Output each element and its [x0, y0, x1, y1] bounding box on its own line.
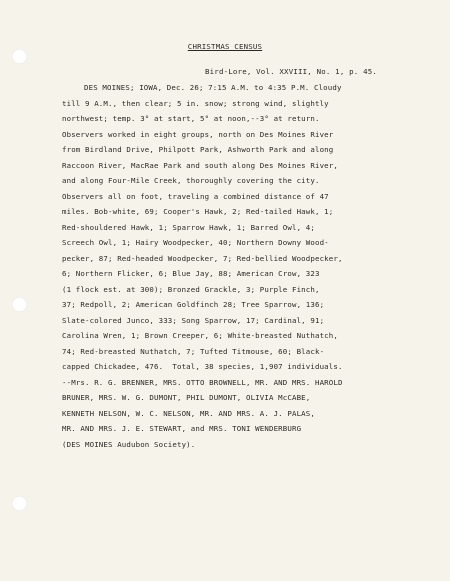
text-line: --Mrs. R. G. BRENNER, MRS. OTTO BROWNELL, MR. AND MRS. HAROLD [62, 377, 343, 387]
punch-hole [12, 297, 27, 312]
text-line: capped Chickadee, 476. Total, 38 species, 1,907 individuals. [62, 362, 343, 371]
punch-hole [12, 496, 27, 511]
citation: Bird-Lore, Vol. XXVIII, No. 1, p. 45. [205, 67, 378, 76]
document-title [0, 42, 450, 51]
punch-hole [12, 49, 27, 64]
text-line: 74; Red-breasted Nuthatch, 7; Tufted Titmouse, 60; Black- [62, 346, 325, 356]
text-line: Red-shouldered Hawk, 1; Sparrow Hawk, 1; Barred Owl, 4; [62, 222, 315, 232]
text-line: DES MOINES; IOWA, Dec. 26; 7:15 A.M. to 4:35 P.M. Cloudy [84, 83, 342, 92]
text-line: KENNETH NELSON, W. C. NELSON, MR. AND MRS. A. J. PALAS, [62, 408, 315, 418]
text-line: northwest; temp. 3° at start, 5° at noon,--3° at return. [62, 114, 320, 123]
text-line: from Birdland Drive, Philpott Park, Ashworth Park and along [62, 145, 334, 154]
text-line: (1 flock est. at 300); Bronzed Grackle, 3; Purple Finch, [62, 284, 320, 294]
text-line: miles. Bob-white, 69; Cooper's Hawk, 2; Red-tailed Hawk, 1; [62, 207, 334, 216]
text-line: 6; Northern Flicker, 6; Blue Jay, 88; American Crow, 323 [62, 269, 320, 278]
text-line: till 9 A.M., then clear; 5 in. snow; strong wind, slightly [62, 98, 329, 108]
text-line: MR. AND MRS. J. E. STEWART, and MRS. TONI WENDERBURG [62, 424, 302, 433]
title-text: CHRISTMAS CENSUS [187, 42, 263, 51]
text-line: Observers worked in eight groups, north on Des Moines River [62, 129, 334, 139]
text-line: BRUNER, MRS. W. G. DUMONT, PHIL DUMONT, OLIVIA McCABE, [62, 393, 311, 402]
census-body [62, 80, 442, 452]
text-line: Slate-colored Junco, 333; Song Sparrow, 17; Cardinal, 91; [62, 315, 325, 325]
text-line: Raccoon River, MacRae Park and south along Des Moines River, [62, 160, 338, 170]
text-line: 37; Redpoll, 2; American Goldfinch 28; Tree Sparrow, 136; [62, 300, 325, 309]
text-line: Screech Owl, 1; Hairy Woodpecker, 40; Northern Downy Wood- [62, 238, 329, 247]
text-line: pecker, 87; Red-headed Woodpecker, 7; Red-bellied Woodpecker, [62, 253, 343, 263]
text-line: (DES MOINES Audubon Society). [62, 439, 196, 449]
text-line: and along Four-Mile Creek, thoroughly covering the city. [62, 176, 320, 185]
text-line: Carolina Wren, 1; Brown Creeper, 6; White-breasted Nuthatch, [62, 331, 338, 340]
text-line: Observers all on foot, traveling a combined distance of 47 [62, 191, 329, 201]
